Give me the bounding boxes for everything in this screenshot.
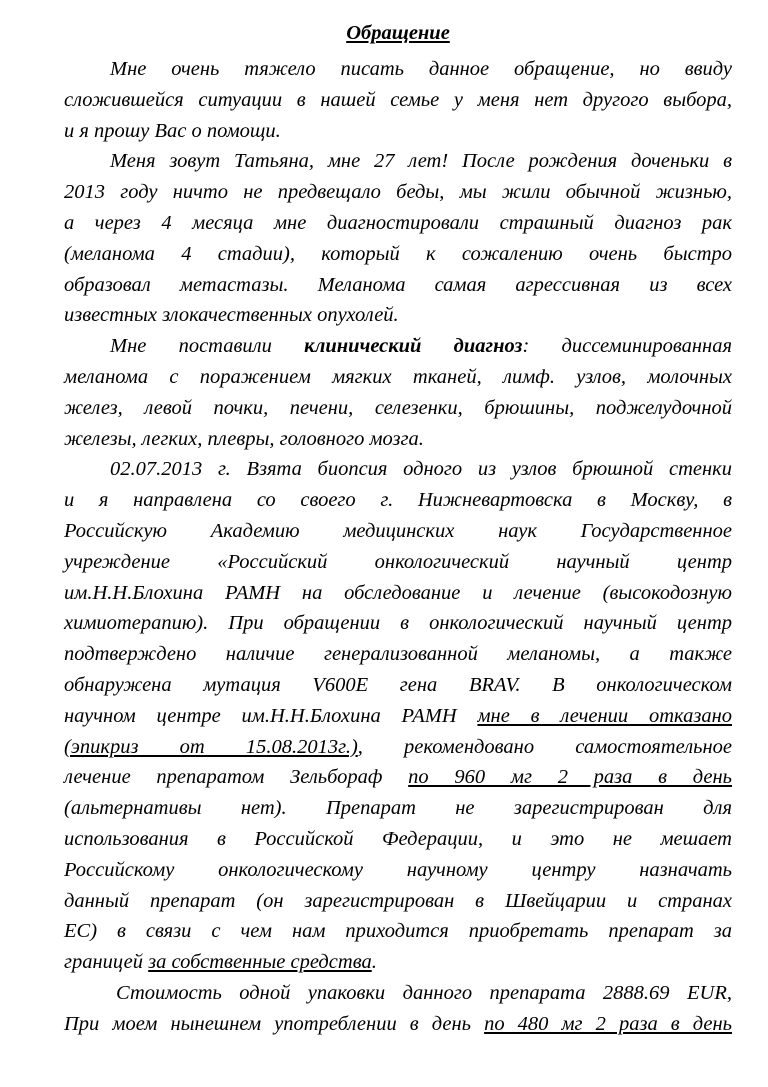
text-line: При моем нынешнем употреблении в день по 480 мг 2 раза в день bbox=[64, 1012, 732, 1035]
text-line: научном центре им.Н.Н.Блохина РАМН мне в лечении отказано bbox=[64, 704, 732, 727]
text-line: сложившейся ситуации в нашей семье у меня нет другого выбора, bbox=[64, 88, 732, 111]
text-line: лечение препаратом Зельбораф по 960 мг 2 раза в день bbox=[64, 766, 732, 789]
document-page bbox=[64, 0, 732, 1040]
text-line: данный препарат (он зарегистрирован в Швейцарии и странах bbox=[64, 889, 732, 912]
text-line: ЕС) в связи с чем нам приходится приобретать препарат за bbox=[64, 920, 732, 943]
text-line: подтверждено наличие генерализованной меланомы, а также bbox=[64, 643, 732, 666]
text-line: желез, левой почки, печени, селезенки, брюшины, поджелудочной bbox=[64, 396, 732, 419]
text-line: образовал метастазы. Меланома самая агрессивная из всех bbox=[64, 273, 732, 296]
text-line: обнаружена мутация V600E гена BRAV. В онкологическом bbox=[64, 673, 732, 696]
text-line: 02.07.2013 г. Взята биопсия одного из узлов брюшной стенки bbox=[110, 458, 732, 481]
text-line: железы, легких, плевры, головного мозга. bbox=[64, 427, 424, 450]
own-funds-underline: за собственные средства bbox=[148, 951, 372, 974]
text-line: им.Н.Н.Блохина РАМН на обследование и лечение (высокодозную bbox=[64, 581, 732, 604]
paragraph-3 bbox=[64, 331, 732, 454]
paragraph-4 bbox=[64, 454, 732, 978]
text-line: Меня зовут Татьяна, мне 27 лет! После рождения доченьки в bbox=[110, 150, 732, 173]
text-line: и я направлена со своего г. Нижневартовска в Москву, в bbox=[64, 489, 732, 512]
refusal-underline: мне в лечении отказано bbox=[477, 704, 732, 727]
text-line: Российскому онкологическому научному центру назначать bbox=[64, 858, 732, 881]
text-line: 2013 году ничто не предвещало беды, мы жили обычной жизнью, bbox=[64, 181, 732, 204]
current-dosage-underline: по 480 мг 2 раза в день bbox=[484, 1012, 732, 1035]
text-line: учреждение «Российский онкологический научный центр bbox=[64, 550, 732, 573]
document-title: Обращение bbox=[346, 22, 450, 44]
text-line: известных злокачественных опухолей. bbox=[64, 304, 399, 327]
text-line: границей за собственные средства. bbox=[64, 951, 377, 974]
text-line: Стоимость одной упаковки данного препарата 2888.69 EUR, bbox=[116, 981, 732, 1004]
text-line: Мне поставили клинический диагноз: диссеминированная bbox=[110, 335, 733, 358]
text-line: (меланома 4 стадии), который к сожалению очень быстро bbox=[64, 242, 732, 265]
text-line: меланома с поражением мягких тканей, лимф. узлов, молочных bbox=[64, 365, 732, 388]
paragraph-1 bbox=[64, 54, 732, 146]
epicrisis-underline: (эпикриз от 15.08.2013г.) bbox=[64, 735, 358, 758]
text-line: (альтернативы нет). Препарат не зарегистрирован для bbox=[64, 797, 732, 820]
text-line: (эпикриз от 15.08.2013г.), рекомендовано самостоятельное bbox=[64, 735, 732, 758]
diagnosis-label: клинический диагноз bbox=[304, 335, 523, 358]
text-line: Российскую Академию медицинских наук Государственное bbox=[64, 519, 732, 542]
text-line: Мне очень тяжело писать данное обращение, но ввиду bbox=[110, 58, 732, 80]
text-line: и я прошу Вас о помощи. bbox=[64, 119, 281, 142]
text-line: химиотерапию). При обращении в онкологический научный центр bbox=[64, 612, 732, 635]
dosage-underline: по 960 мг 2 раза в день bbox=[408, 766, 732, 789]
text-line: а через 4 месяца мне диагностировали страшный диагноз рак bbox=[64, 211, 732, 234]
text-line: использования в Российской Федерации, и это не мешает bbox=[64, 827, 732, 850]
paragraph-5 bbox=[64, 978, 732, 1040]
paragraph-2 bbox=[64, 146, 732, 331]
